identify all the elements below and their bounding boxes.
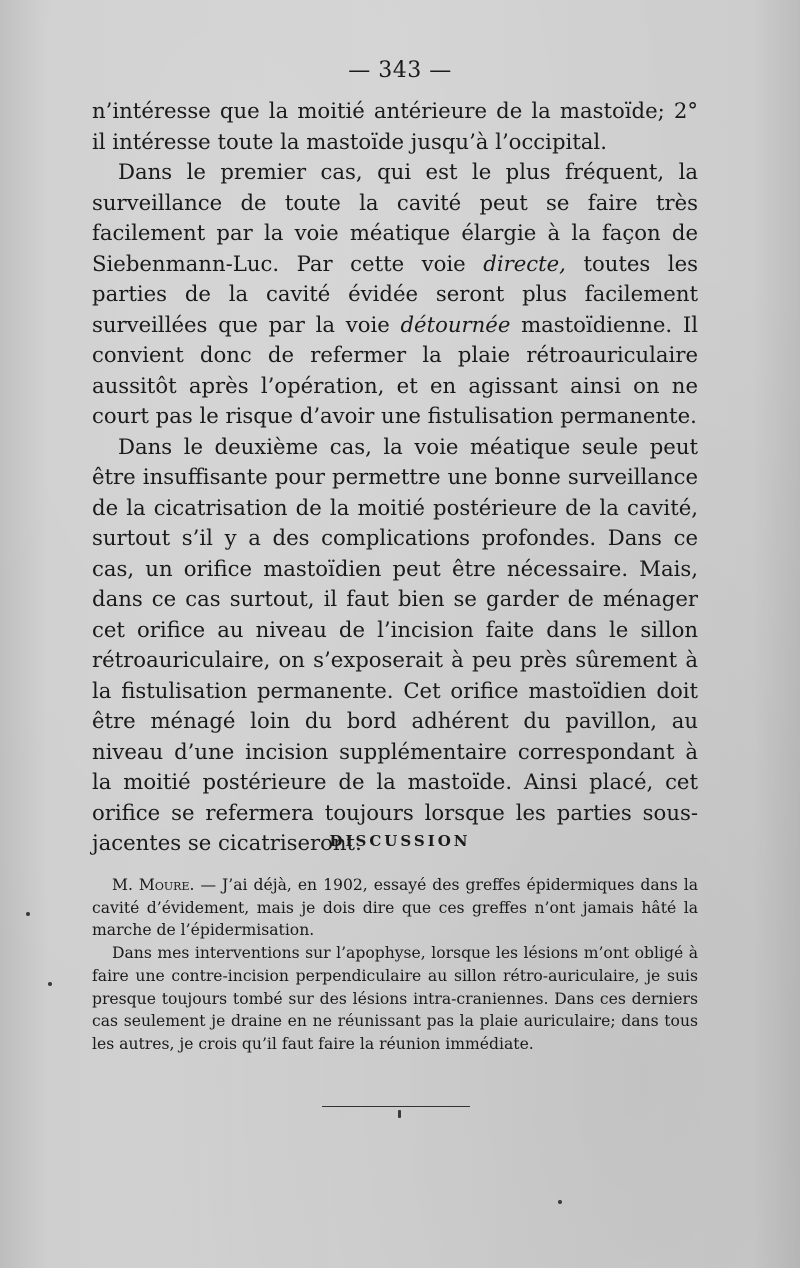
text-segment: Dans le deuxième cas, la voie méatique seule peut être insuffisante pour permettre une bonne surveillance de la cicatrisation de la moitié postérieure de la cavité, surtout s’il y a des complications profondes. Dans ce cas, un orifice mastoïdien peut être nécessaire. Mais, dans ce cas surtout, il faut bien se garder de ménager cet orifice au niveau de l’incision faite dans le sillon rétroauriculaire, on s’exposerait à peu près sûrement à la fistulisation permanente. Cet orifice mastoïdien doit être ménagé loin du bord adhérent du pavillon, au niveau d’une incision supplémentaire correspondant à la moitié postérieure de la mastoïde. Ainsi placé, cet orifice se refermera toujours lorsque les parties sous-jacentes se cicatriseront. bbox=[92, 433, 698, 855]
scan-speck bbox=[26, 912, 30, 916]
discussion-paragraph bbox=[92, 874, 698, 942]
italic-word-directe: directe, bbox=[483, 250, 566, 276]
main-body-text bbox=[92, 96, 698, 859]
discussion-body bbox=[92, 874, 698, 1056]
paragraph-premier-cas bbox=[92, 157, 698, 432]
page-number: — 343 — bbox=[348, 58, 452, 83]
speaker-name: M. Moure. bbox=[112, 876, 195, 894]
paragraph-continuation bbox=[92, 96, 698, 157]
scan-speck bbox=[398, 1110, 401, 1118]
italic-word-detournee: détournée bbox=[400, 311, 511, 337]
discussion-paragraph bbox=[92, 942, 698, 1056]
end-rule-divider bbox=[322, 1106, 470, 1107]
text-segment: toutes les parties de la cavité évidée seront plus facilement surveillées que par la voie bbox=[92, 250, 698, 337]
text-segment: Dans mes interventions sur l’apophyse, lorsque les lésions m’ont obligé à faire une contre-incision perpendiculaire au sillon rétro-auriculaire, je suis presque toujours tombé sur des lésions intra-craniennes. Dans ces derniers cas seulement je draine en ne réunissant pas la plaie auriculaire; dans tous les autres, je crois qu’il faut faire la réunion immédiate. bbox=[92, 944, 698, 1053]
text-segment: — J’ai déjà, en 1902, essayé des greffes épidermiques dans la cavité d’évidement, mais je dois dire que ces greffes n’ont jamais hâté la marche de l’épidermisation. bbox=[92, 876, 698, 940]
text-segment: mastoïdienne. Il convient donc de refermer la plaie rétroauriculaire aussitôt après l’opération, et en agissant ainsi on ne court pas le risque d’avoir une fistulisation permanente. bbox=[92, 311, 698, 428]
text-segment: n’intéresse que la moitié antérieure de la mastoïde; 2° il intéresse toute la mastoïde jusqu’à l’occipital. bbox=[92, 98, 698, 154]
scan-speck bbox=[48, 982, 52, 986]
discussion-heading: DISCUSSION bbox=[329, 832, 471, 850]
scan-speck bbox=[558, 1200, 562, 1204]
paragraph-deuxieme-cas bbox=[92, 432, 698, 859]
text-segment: Dans le premier cas, qui est le plus fréquent, la surveillance de toute la cavité peut se faire très facilement par la voie méatique élargie à la façon de Siebenmann-Luc. Par cette voie bbox=[92, 159, 698, 276]
